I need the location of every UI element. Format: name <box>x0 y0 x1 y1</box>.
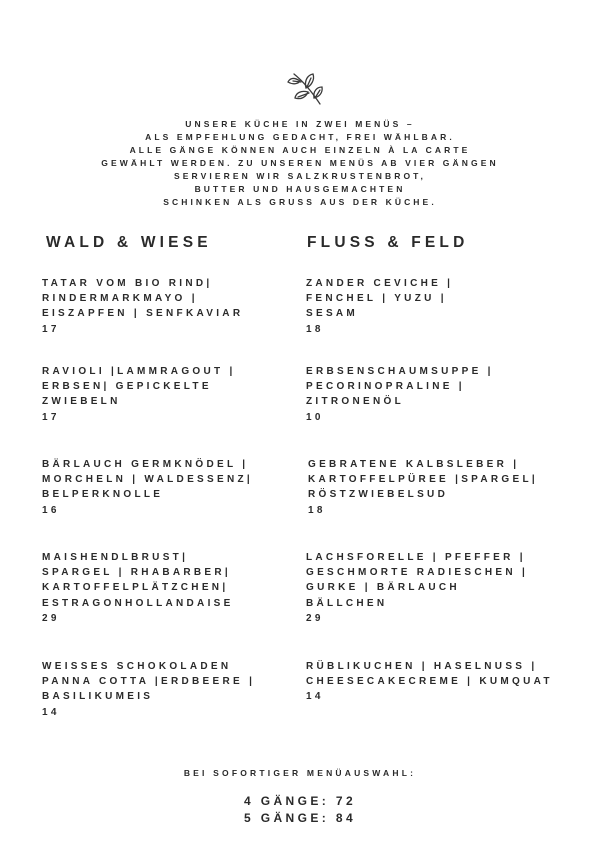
dish-line: ERBSENSCHAUMSUPPE | <box>306 366 494 377</box>
menu-item <box>308 457 578 518</box>
menu-offer-note: BEI SOFORTIGER MENÜAUSWAHL: <box>183 768 417 778</box>
dish-line: KARTOFFELPÜREE |SPARGEL| <box>308 474 538 486</box>
dish-price: 16 <box>42 504 60 516</box>
menu-item <box>42 276 312 337</box>
menu-title-wald-wiese: WALD & WIESE <box>46 234 212 251</box>
dish-line: BASILIKUMEIS <box>42 691 154 703</box>
price-5-courses: 5 GÄNGE: 84 <box>243 811 357 825</box>
dish-line: PANNA COTTA |ERDBEERE | <box>42 676 256 688</box>
dish-line: WEISSES SCHOKOLADEN <box>42 661 232 672</box>
menu-item <box>306 364 576 425</box>
intro-line: SCHINKEN ALS GRUSS AUS DER KÜCHE. <box>163 197 437 207</box>
dish-line: ZWIEBELN <box>42 396 121 408</box>
dish-line: RÜBLIKUCHEN | HASELNUSS | <box>306 661 538 672</box>
intro-line: SERVIEREN WIR SALZKRUSTENBROT, <box>174 171 426 181</box>
price-4-courses: 4 GÄNGE: 72 <box>243 794 357 808</box>
dish-line: BÄLLCHEN <box>306 597 388 609</box>
dish-price: 10 <box>306 411 324 423</box>
dish-price: 14 <box>306 691 324 703</box>
dish-line: CHEESECAKECREME | KUMQUAT <box>306 676 553 688</box>
dish-line: TATAR VOM BIO RIND| <box>42 278 213 289</box>
dish-line: RAVIOLI |LAMMRAGOUT | <box>42 366 236 377</box>
intro-line: ALS EMPFEHLUNG GEDACHT, FREI WÄHLBAR. <box>145 132 455 142</box>
dish-price: 29 <box>42 612 60 624</box>
dish-line: BÄRLAUCH GERMKNÖDEL | <box>42 459 249 470</box>
dish-line: GEBRATENE KALBSLEBER | <box>308 459 520 470</box>
dish-price: 17 <box>42 411 60 423</box>
intro-line: ALLE GÄNGE KÖNNEN AUCH EINZELN À LA CARTE <box>129 145 471 155</box>
intro-line: UNSERE KÜCHE IN ZWEI MENÜS – <box>185 119 415 129</box>
dish-line: FENCHEL | YUZU | <box>306 293 447 305</box>
dish-price: 18 <box>308 504 326 516</box>
menu-item <box>306 550 576 626</box>
dish-line: ERBSEN| GEPICKELTE <box>42 381 212 393</box>
dish-line: MORCHELN | WALDESSENZ| <box>42 474 253 486</box>
menu-title-fluss-feld: FLUSS & FELD <box>307 234 469 251</box>
dish-line: GESCHMORTE RADIESCHEN | <box>306 567 529 579</box>
dish-line: PECORINOPRALINE | <box>306 381 465 393</box>
dish-line: ZANDER CEVICHE | <box>306 278 454 289</box>
leaf-branch-icon <box>284 68 326 110</box>
dish-line: ESTRAGONHOLLANDAISE <box>42 597 234 609</box>
dish-price: 14 <box>42 706 60 718</box>
dish-price: 18 <box>306 323 324 335</box>
menu-item <box>42 364 312 425</box>
menu-item <box>42 550 312 626</box>
dish-line: RINDERMARKMAYO | <box>42 293 198 305</box>
dish-line: GURKE | BÄRLAUCH <box>306 582 460 594</box>
dish-line: RÖSTZWIEBELSUD <box>308 489 449 501</box>
dish-line: SESAM <box>306 308 359 320</box>
dish-price: 29 <box>306 612 324 624</box>
intro-line: BUTTER UND HAUSGEMACHTEN <box>194 184 406 194</box>
intro-text <box>60 118 540 209</box>
menu-item <box>306 276 576 337</box>
dish-line: MAISHENDLBRUST| <box>42 552 189 563</box>
intro-line: GEWÄHLT WERDEN. ZU UNSEREN MENÜS AB VIER GÄNGEN <box>101 158 499 168</box>
dish-line: SPARGEL | RHABARBER| <box>42 567 232 579</box>
dish-line: BELPERKNOLLE <box>42 489 164 501</box>
menu-item <box>42 659 312 720</box>
menu-item <box>306 659 576 705</box>
dish-line: EISZAPFEN | SENFKAVIAR <box>42 308 244 320</box>
dish-line: LACHSFORELLE | PFEFFER | <box>306 552 526 563</box>
menu-item <box>42 457 312 518</box>
dish-price: 17 <box>42 323 60 335</box>
dish-line: ZITRONENÖL <box>306 396 404 408</box>
dish-line: KARTOFFELPLÄTZCHEN| <box>42 582 229 594</box>
menu-prices <box>0 793 600 827</box>
